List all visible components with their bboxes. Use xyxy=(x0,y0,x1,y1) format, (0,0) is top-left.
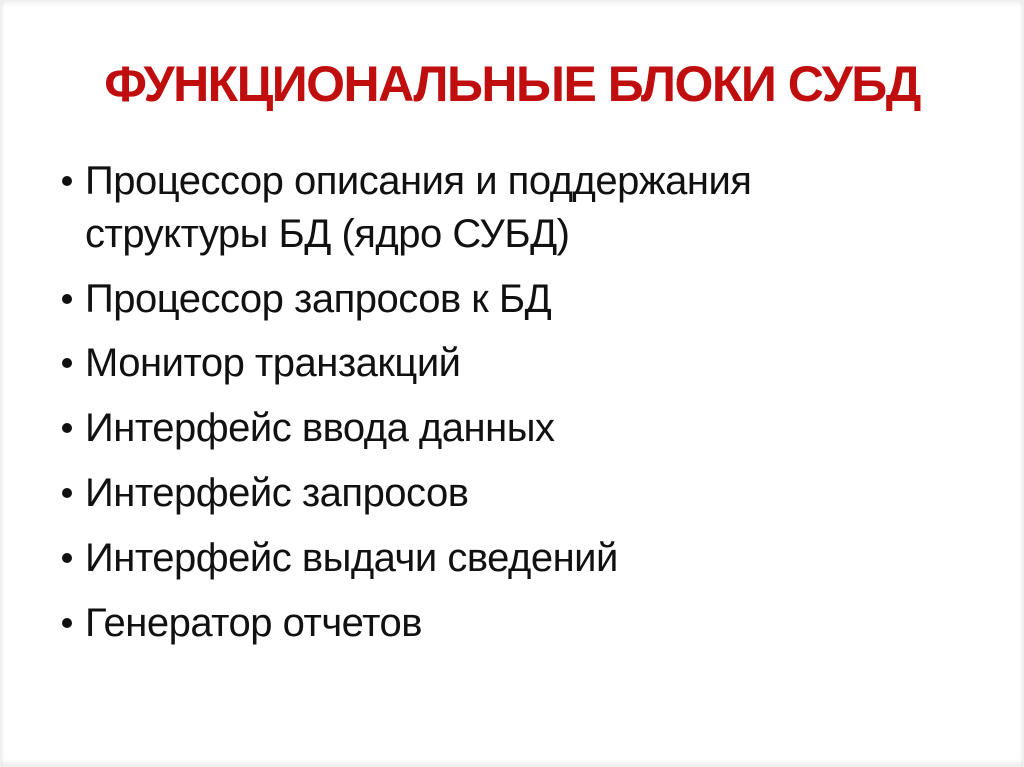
list-item xyxy=(85,467,845,520)
bullet-icon xyxy=(62,176,72,186)
bullet-icon xyxy=(62,358,72,368)
bullet-icon xyxy=(62,423,72,433)
list-item xyxy=(85,597,845,650)
bullet-text: Процессор описания и поддержания структуры БД (ядро СУБД) xyxy=(85,159,752,256)
bullet-icon xyxy=(62,488,72,498)
bullet-icon xyxy=(62,553,72,563)
bullet-text: Генератор отчетов xyxy=(85,600,422,645)
list-item xyxy=(85,337,845,390)
list-item xyxy=(85,273,845,326)
bullet-icon xyxy=(62,294,72,304)
bullet-text: Интерфейс выдачи сведений xyxy=(85,535,618,580)
list-item xyxy=(85,155,845,261)
bullet-icon xyxy=(62,618,72,628)
list-item xyxy=(85,532,845,585)
bullet-text: Интерфейс запросов xyxy=(85,470,469,515)
slide-title: ФУНКЦИОНАЛЬНЫЕ БЛОКИ СУБД xyxy=(104,56,920,112)
bullet-text: Монитор транзакций xyxy=(85,341,461,386)
bullet-text: Интерфейс ввода данных xyxy=(85,406,555,451)
bullet-list xyxy=(1,155,855,649)
bullet-text: Процессор запросов к БД xyxy=(85,276,552,321)
list-item xyxy=(85,402,845,455)
